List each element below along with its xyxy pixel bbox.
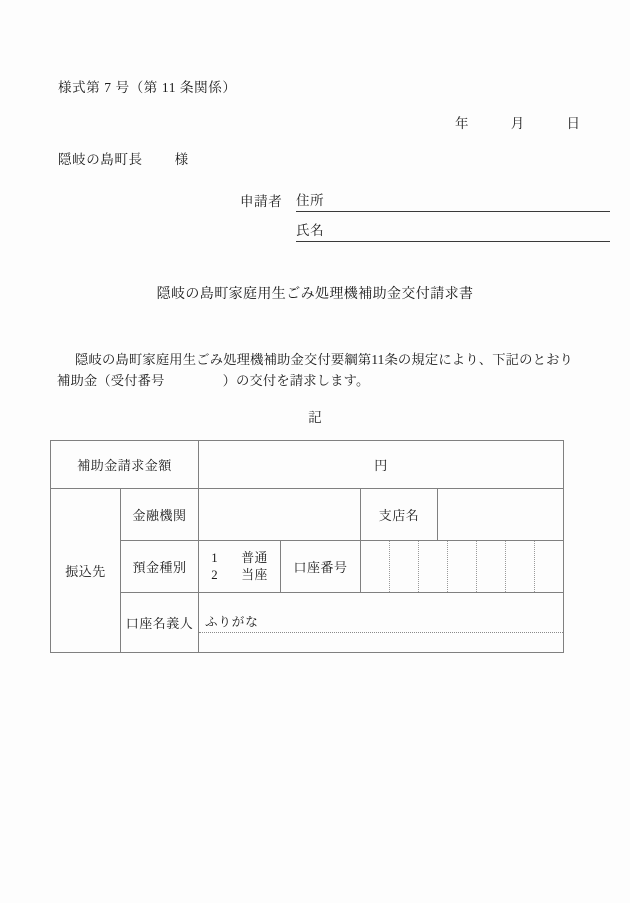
page-title: 隠岐の島町家庭用生ごみ処理機補助金交付請求書 (156, 287, 474, 302)
addressee-honorific: 様 (174, 152, 189, 167)
account-holder-label: 口座名義人 (121, 593, 199, 653)
date-day-label: 日 (566, 116, 581, 131)
institution-value-cell[interactable] (199, 489, 361, 541)
applicant-tag: 申請者 (240, 194, 283, 209)
account-digit-cell[interactable] (535, 541, 563, 592)
applicant-address-row (240, 182, 610, 212)
applicant-name-input[interactable] (338, 223, 610, 242)
branch-label: 支店名 (361, 489, 438, 541)
branch-value-cell[interactable] (438, 489, 564, 541)
account-digit-cell[interactable] (390, 541, 419, 592)
date-year-label: 年 (455, 116, 469, 131)
date-month-label: 月 (510, 116, 525, 131)
account-digit-cell[interactable] (448, 541, 477, 592)
amount-label: 補助金請求金額 (51, 441, 199, 489)
addressee-line (58, 148, 189, 168)
applicant-block (240, 182, 610, 242)
account-number-label: 口座番号 (281, 541, 361, 593)
deposit-option-current-text: 当座 (241, 567, 268, 582)
deposit-option-ordinary-number: 1 (211, 550, 219, 565)
furigana-label: ふりがな (199, 612, 563, 633)
account-digit-cell[interactable] (419, 541, 448, 592)
account-holder-value-cell[interactable] (199, 593, 564, 653)
account-number-grid (361, 541, 563, 592)
account-digit-cell[interactable] (361, 541, 390, 592)
applicant-address-input[interactable] (338, 193, 610, 212)
institution-label: 金融機関 (121, 489, 199, 541)
deposit-option-ordinary-text: 普通 (241, 550, 268, 565)
ki-marker: 記 (308, 410, 322, 425)
paragraph-text-part1: 隠岐の島町家庭用生ごみ処理機補助金交付要綱第11条の規定により、下記のとおり補助金（受付番号 (57, 352, 573, 388)
addressee-name: 隠岐の島町長 (58, 152, 143, 167)
amount-value-cell[interactable] (199, 441, 564, 489)
deposit-option-ordinary[interactable] (211, 551, 268, 565)
amount-unit: 円 (374, 458, 388, 473)
body-paragraph (57, 349, 573, 391)
transfer-destination-label: 振込先 (51, 489, 121, 653)
applicant-tag-spacer (240, 240, 296, 242)
date-line (455, 112, 581, 132)
deposit-type-options[interactable] (199, 541, 281, 593)
paragraph-text-part2: ）の交付を請求します。 (222, 373, 370, 388)
account-digit-cell[interactable] (477, 541, 506, 592)
table-row-amount (51, 441, 564, 489)
account-digit-cell[interactable] (506, 541, 535, 592)
deposit-option-current[interactable] (211, 568, 268, 582)
deposit-option-current-number: 2 (211, 567, 219, 582)
applicant-name-row (240, 212, 610, 242)
table-row-bank (51, 489, 564, 541)
table-row-account-holder (51, 593, 564, 653)
form-number: 様式第 7 号（第 11 条関係） (58, 80, 237, 95)
applicant-address-label: 住所 (296, 189, 338, 212)
account-number-input[interactable] (361, 541, 564, 593)
deposit-type-label: 預金種別 (121, 541, 199, 593)
table-row-deposit-type (51, 541, 564, 593)
claim-table (50, 440, 564, 653)
applicant-name-label: 氏名 (296, 219, 338, 242)
